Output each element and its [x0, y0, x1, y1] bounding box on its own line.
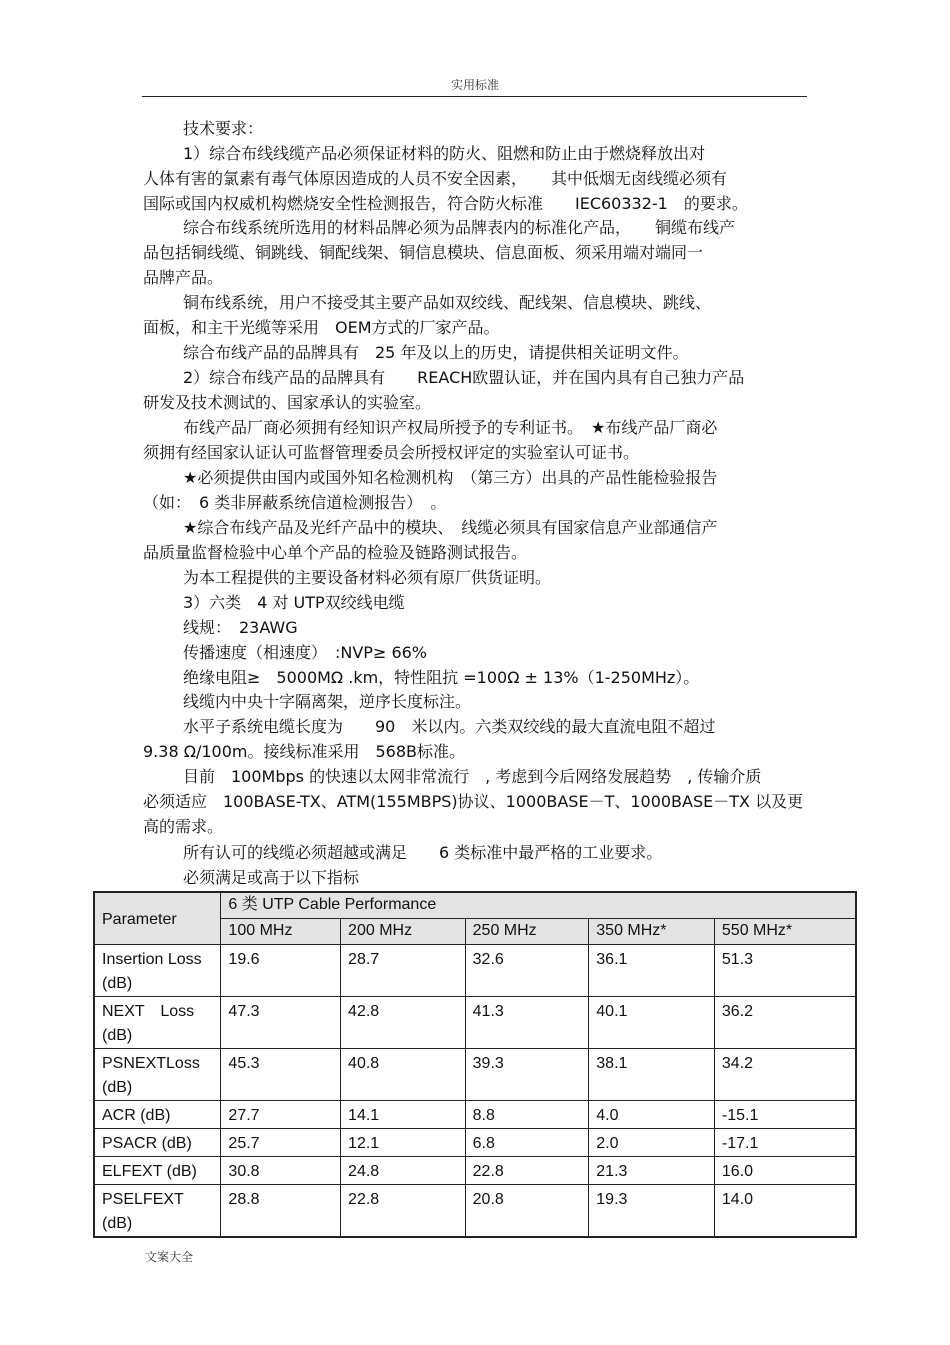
- value-cell: 20.8: [465, 1184, 589, 1237]
- text-line: 研发及技术测试的、国家承认的实验室。: [143, 393, 432, 412]
- text-line: ★必须提供由国内或国外知名检测机构 （第三方）出具的产品性能检验报告: [183, 468, 718, 487]
- text-line: 绝缘电阻≥ 5000MΩ .km，特性阻抗 =100Ω ± 13%（1-250MHz）。: [183, 668, 700, 687]
- value-cell: 39.3: [465, 1048, 589, 1100]
- value-cell: 8.8: [465, 1100, 589, 1128]
- value-cell: 34.2: [714, 1048, 856, 1100]
- frequency-header: 250 MHz: [465, 918, 589, 944]
- parameter-cell: Insertion Loss (dB): [94, 944, 221, 996]
- parameter-cell: ACR (dB): [94, 1100, 221, 1128]
- table-row: [94, 1048, 856, 1100]
- page-header: 实用标准: [450, 78, 499, 92]
- value-cell: 14.1: [341, 1100, 466, 1128]
- value-cell: 14.0: [714, 1184, 856, 1237]
- value-cell: 40.1: [589, 996, 715, 1048]
- value-cell: 45.3: [221, 1048, 341, 1100]
- value-cell: 19.3: [589, 1184, 715, 1237]
- table-row: [94, 1128, 856, 1156]
- value-cell: 47.3: [221, 996, 341, 1048]
- table-row: [94, 944, 856, 996]
- frequency-header: 350 MHz*: [589, 918, 715, 944]
- parameter-cell: NEXT Loss (dB): [94, 996, 221, 1048]
- value-cell: 25.7: [221, 1128, 341, 1156]
- value-cell: 24.8: [341, 1156, 466, 1184]
- value-cell: 4.0: [589, 1100, 715, 1128]
- frequency-header: 550 MHz*: [714, 918, 856, 944]
- value-cell: 28.8: [221, 1184, 341, 1237]
- value-cell: -15.1: [714, 1100, 856, 1128]
- text-line: 高的需求。: [143, 817, 224, 836]
- text-line: 线规： 23AWG: [183, 618, 298, 637]
- text-line: 目前 100Mbps 的快速以太网非常流行 , 考虑到今后网络发展趋势 , 传输介质: [183, 767, 762, 786]
- value-cell: 16.0: [714, 1156, 856, 1184]
- value-cell: 27.7: [221, 1100, 341, 1128]
- parameter-cell: PSNEXTLoss (dB): [94, 1048, 221, 1100]
- parameter-cell: ELFEXT (dB): [94, 1156, 221, 1184]
- value-cell: 22.8: [341, 1184, 466, 1237]
- text-line: 为本工程提供的主要设备材料必须有原厂供货证明。: [183, 568, 552, 587]
- value-cell: 22.8: [465, 1156, 589, 1184]
- text-line: 1）综合布线线缆产品必须保证材料的防火、阻燃和防止由于燃烧释放出对: [183, 144, 706, 163]
- table-row: [94, 1100, 856, 1128]
- value-cell: 42.8: [341, 996, 466, 1048]
- text-line: 人体有害的氯素有毒气体原因造成的人员不安全因素， 其中低烟无卤线缆必须有: [143, 169, 728, 188]
- text-line: 综合布线系统所选用的材料品牌必须为品牌表内的标准化产品， 铜缆布线产: [183, 218, 736, 237]
- text-line: 必须适应 100BASE-TX、ATM(155MBPS)协议、1000BASE－T、1000BASE－TX 以及更: [143, 792, 804, 811]
- value-cell: 32.6: [465, 944, 589, 996]
- text-line: 品包括铜线缆、铜跳线、铜配线架、铜信息模块、信息面板、须采用端对端同一: [143, 243, 704, 262]
- text-line: ★综合布线产品及光纤产品中的模块、 线缆必须具有国家信息产业部通信产: [183, 518, 718, 537]
- value-cell: 51.3: [714, 944, 856, 996]
- value-cell: 12.1: [341, 1128, 466, 1156]
- performance-group-header: 6 类 UTP Cable Performance: [221, 892, 856, 918]
- text-line: 3）六类 4 对 UTP双绞线电缆: [183, 593, 405, 612]
- text-line: 技术要求：: [183, 119, 264, 138]
- text-line: （如： 6 类非屏蔽系统信道检测报告） 。: [143, 493, 447, 512]
- text-line: 传播速度（相速度） :NVP≥ 66%: [183, 643, 428, 662]
- page-footer: 文案大全: [145, 1250, 194, 1264]
- value-cell: 2.0: [589, 1128, 715, 1156]
- text-line: 线缆内中央十字隔离架，逆序长度标注。: [183, 692, 472, 711]
- value-cell: 19.6: [221, 944, 341, 996]
- text-line: 品质量监督检验中心单个产品的检验及链路测试报告。: [143, 543, 528, 562]
- value-cell: 28.7: [341, 944, 466, 996]
- text-line: 9.38 Ω/100m。接线标准采用 568B标准。: [143, 742, 465, 761]
- table-row: [94, 1184, 856, 1237]
- value-cell: 38.1: [589, 1048, 715, 1100]
- table-row: [94, 996, 856, 1048]
- value-cell: 40.8: [341, 1048, 466, 1100]
- frequency-header: 100 MHz: [221, 918, 341, 944]
- value-cell: 36.2: [714, 996, 856, 1048]
- parameter-cell: PSACR (dB): [94, 1128, 221, 1156]
- table-row: [94, 1156, 856, 1184]
- value-cell: -17.1: [714, 1128, 856, 1156]
- text-line: 综合布线产品的品牌具有 25 年及以上的历史，请提供相关证明文件。: [183, 343, 689, 362]
- text-line: 布线产品厂商必须拥有经知识产权局所授予的专利证书。 ★布线产品厂商必: [183, 418, 718, 437]
- text-line: 所有认可的线缆必须超越或满足 6 类标准中最严格的工业要求。: [183, 843, 663, 862]
- value-cell: 21.3: [589, 1156, 715, 1184]
- text-line: 国际或国内权威机构燃烧安全性检测报告，符合防火标准 IEC60332-1 的要求。: [143, 194, 748, 213]
- parameter-cell: PSELFEXT (dB): [94, 1184, 221, 1237]
- header-divider: [142, 96, 807, 97]
- text-line: 2）综合布线产品的品牌具有 REACH欧盟认证，并在国内具有自己独力产品: [183, 368, 745, 387]
- text-line: 品牌产品。: [143, 268, 224, 287]
- text-line: 水平子系统电缆长度为 90 米以内。六类双绞线的最大直流电阻不超过: [183, 717, 716, 736]
- performance-table: [93, 891, 857, 1238]
- text-line: 面板，和主干光缆等采用 OEM方式的厂家产品。: [143, 318, 500, 337]
- value-cell: 41.3: [465, 996, 589, 1048]
- text-line: 须拥有经国家认证认可监督管理委员会所授权评定的实验室认可证书。: [143, 443, 640, 462]
- text-line: 铜布线系统，用户不接受其主要产品如双绞线、配线架、信息模块、跳线、: [183, 293, 712, 312]
- value-cell: 30.8: [221, 1156, 341, 1184]
- value-cell: 36.1: [589, 944, 715, 996]
- text-line: 必须满足或高于以下指标: [183, 868, 360, 887]
- frequency-header: 200 MHz: [341, 918, 466, 944]
- parameter-header: Parameter: [94, 892, 221, 944]
- value-cell: 6.8: [465, 1128, 589, 1156]
